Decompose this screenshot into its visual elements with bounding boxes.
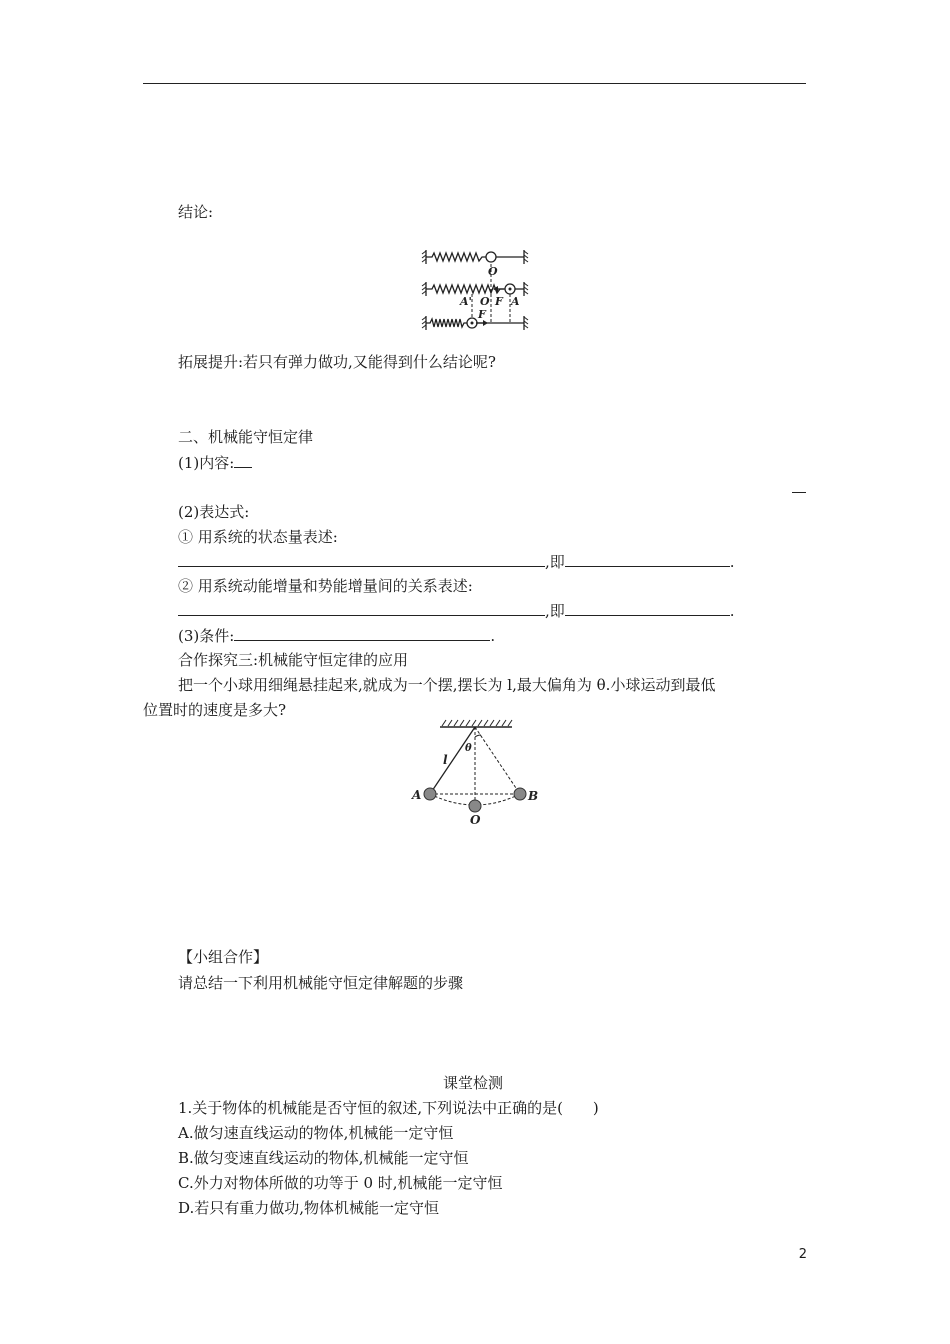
expr1-blank-2[interactable] [565, 551, 730, 567]
ji-text-1: ,即 [545, 553, 565, 571]
condition-line [178, 625, 495, 646]
spring-figure [420, 244, 532, 336]
ji-text-2: ,即 [545, 602, 565, 620]
quiz-heading: 课堂检测 [443, 1074, 504, 1092]
section2-title: 二、机械能守恒定律 [178, 428, 314, 446]
pendulum-label-b: B [528, 789, 539, 803]
option-d: D.若只有重力做功,物体机械能一定守恒 [178, 1199, 440, 1217]
conclusion-label: 结论: [178, 203, 214, 221]
header-rule [143, 83, 806, 84]
content-blank[interactable] [234, 452, 252, 468]
pendulum-label-a: A [412, 788, 422, 802]
content-label: (1)内容: [178, 454, 235, 472]
quiz-question-1: 1.关于物体的机械能是否守恒的叙述,下列说法中正确的是( ) [178, 1099, 599, 1117]
spring-label-o2: O [480, 295, 490, 308]
page-number: 2 [798, 1247, 807, 1262]
content-blank-end [792, 492, 806, 493]
expr2-blank-1[interactable] [178, 600, 545, 616]
expr1-line [178, 551, 735, 572]
condition-blank[interactable] [234, 625, 490, 641]
expr2-blank-2[interactable] [565, 600, 730, 616]
expression-label: (2)表达式: [178, 503, 250, 521]
extension-question: 拓展提升:若只有弹力做功,又能得到什么结论呢? [178, 353, 496, 371]
pendulum-label-l: l [443, 753, 448, 767]
expr1-label: ① 用系统的状态量表述: [178, 528, 338, 546]
pendulum-figure [408, 718, 548, 828]
period-2: . [729, 602, 735, 620]
spring-label-a-prime: A' [460, 295, 472, 308]
period-1: . [729, 553, 735, 571]
explore3-title: 合作探究三:机械能守恒定律的应用 [178, 651, 409, 669]
spring-label-a: A [511, 295, 520, 308]
problem-line-1: 把一个小球用细绳悬挂起来,就成为一个摆,摆长为 l,最大偏角为 θ.小球运动到最低 [178, 676, 716, 694]
content-line [178, 452, 252, 473]
group-work-title: 【小组合作】 [178, 948, 269, 966]
option-b: B.做匀变速直线运动的物体,机械能一定守恒 [178, 1149, 469, 1167]
expr2-label: ② 用系统动能增量和势能增量间的关系表述: [178, 577, 473, 595]
period-3: . [490, 627, 496, 645]
spring-label-f2: F [478, 308, 486, 321]
pendulum-label-o: O [470, 813, 481, 827]
spring-label-o: O [488, 265, 498, 278]
pendulum-label-theta: θ [465, 743, 472, 754]
group-work-prompt: 请总结一下利用机械能守恒定律解题的步骤 [178, 974, 464, 992]
condition-label: (3)条件: [178, 627, 235, 645]
option-c: C.外力对物体所做的功等于 0 时,机械能一定守恒 [178, 1174, 503, 1192]
option-a: A.做匀速直线运动的物体,机械能一定守恒 [178, 1124, 454, 1142]
spring-label-f: F [495, 295, 503, 308]
expr1-blank-1[interactable] [178, 551, 545, 567]
problem-line-2: 位置时的速度是多大? [143, 701, 287, 719]
expr2-line [178, 600, 735, 621]
